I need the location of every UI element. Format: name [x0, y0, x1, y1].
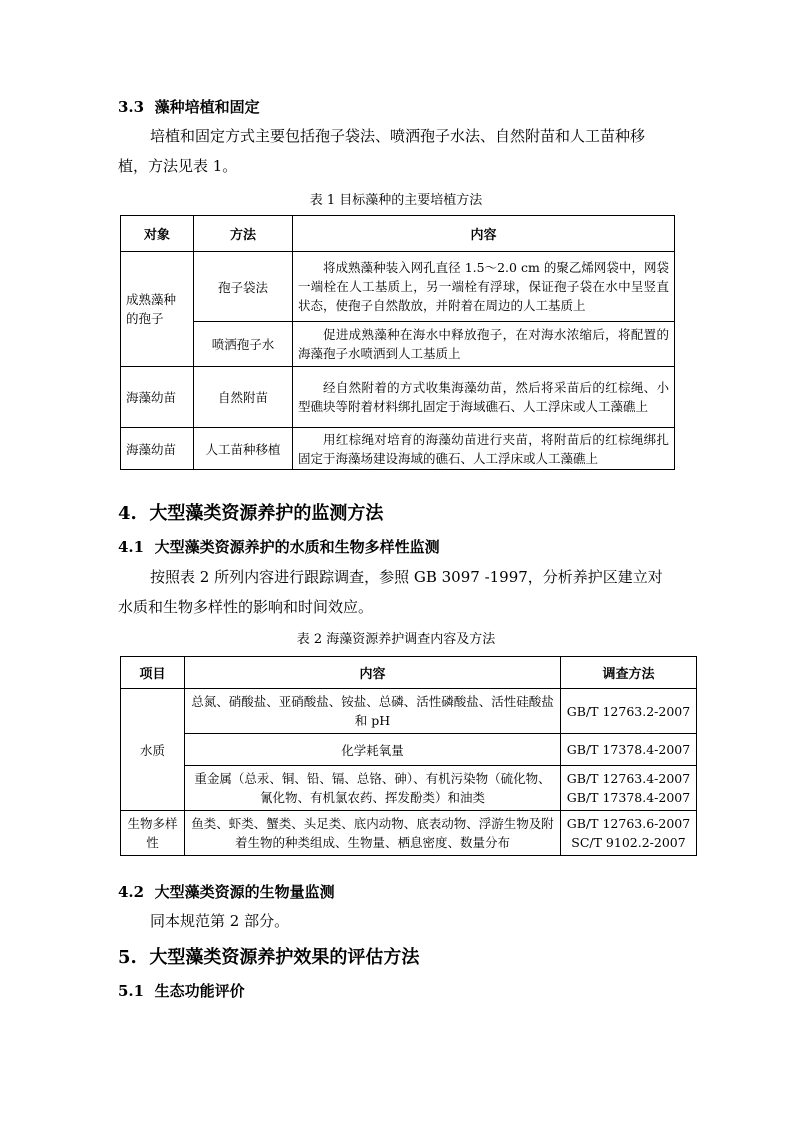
section-number: 4.2	[118, 883, 145, 901]
table-row	[121, 367, 675, 428]
header-item: 项目	[121, 657, 185, 689]
section-5-1-heading	[118, 980, 245, 1001]
table-1	[120, 215, 675, 470]
section-number: 3.3	[118, 98, 145, 116]
method-cell: 人工苗种移植	[194, 428, 293, 470]
table-row	[121, 252, 675, 322]
content-cell: 用红棕绳对培育的海藻幼苗进行夹苗，将附苗后的红棕绳绑扎固定于海藻场建设海域的礁石、人工浮床或人工藻礁上	[293, 428, 675, 470]
paragraph-line: 同本规范第 2 部分。	[150, 912, 290, 930]
object-cell: 成熟藻种的孢子	[121, 252, 194, 367]
section-number: 5.1	[118, 982, 145, 1000]
section-title: 大型藻类资源养护的水质和生物多样性监测	[154, 538, 440, 556]
section-number: 4.	[118, 503, 137, 524]
section-title: 大型藻类资源的生物量监测	[154, 883, 335, 901]
group-cell: 生物多样性	[121, 811, 185, 856]
object-cell: 海藻幼苗	[121, 367, 194, 428]
paragraph-line: 植，方法见表 1。	[118, 157, 238, 175]
method-cell	[561, 689, 697, 734]
section-title: 藻种培植和固定	[154, 98, 260, 116]
object-cell: 海藻幼苗	[121, 428, 194, 470]
method-cell: 孢子袋法	[194, 252, 293, 322]
method-cell	[561, 766, 697, 811]
header-object: 对象	[121, 216, 194, 252]
section-number: 4.1	[118, 538, 145, 556]
content-cell: 经自然附着的方式收集海藻幼苗，然后将采苗后的红棕绳、小型礁块等附着材料绑扎固定于海域礁石、人工浮床或人工藻礁上	[293, 367, 675, 428]
paragraph-line: 按照表 2 所列内容进行跟踪调查，参照 GB 3097 -1997，分析养护区建立对	[150, 568, 663, 586]
section-4-heading	[118, 499, 383, 525]
content-cell: 促进成熟藻种在海水中释放孢子，在对海水浓缩后，将配置的海藻孢子水喷洒到人工基质上	[293, 322, 675, 367]
section-4-1-heading	[118, 536, 440, 557]
group-cell: 水质	[121, 689, 185, 811]
section-number: 5.	[118, 947, 137, 968]
table-header-row	[121, 657, 697, 689]
table-row	[121, 428, 675, 470]
standard-code: GB/T 17378.4-2007	[566, 742, 691, 757]
table-row	[121, 734, 697, 766]
table-2	[120, 656, 697, 856]
table-header-row	[121, 216, 675, 252]
standard-code: SC/T 9102.2-2007	[571, 835, 686, 850]
header-method: 方法	[194, 216, 293, 252]
table-row	[121, 811, 697, 856]
header-content: 内容	[185, 657, 561, 689]
section-title: 生态功能评价	[154, 982, 245, 1000]
table-1-caption: 表 1 目标藻种的主要培植方法	[309, 193, 483, 208]
table-row	[121, 322, 675, 367]
content-cell: 鱼类、虾类、蟹类、头足类、底内动物、底表动物、浮游生物及附着生物的种类组成、生物量、栖息密度、数量分布	[185, 811, 561, 856]
method-cell: 自然附苗	[194, 367, 293, 428]
section-3-3-heading	[118, 96, 260, 117]
header-content: 内容	[293, 216, 675, 252]
header-survey-method: 调查方法	[561, 657, 697, 689]
method-cell	[561, 734, 697, 766]
table-2-caption: 表 2 海藻资源养护调查内容及方法	[296, 632, 496, 647]
content-cell: 总氮、硝酸盐、亚硝酸盐、铵盐、总磷、活性磷酸盐、活性硅酸盐和 pH	[185, 689, 561, 734]
method-cell: 喷洒孢子水	[194, 322, 293, 367]
content-cell: 化学耗氧量	[185, 734, 561, 766]
paragraph-line: 水质和生物多样性的影响和时间效应。	[118, 598, 374, 616]
section-5-heading	[118, 943, 419, 969]
table-row	[121, 766, 697, 811]
method-cell	[561, 811, 697, 856]
paragraph-line: 培植和固定方式主要包括孢子袋法、喷洒孢子水法、自然附苗和人工苗种移	[150, 127, 646, 145]
standard-code: GB/T 12763.2-2007	[566, 703, 691, 719]
table-row	[121, 689, 697, 734]
content-cell: 重金属（总汞、铜、铅、镉、总铬、砷）、有机污染物（硫化物、氰化物、有机氯农药、挥发酚类）和油类	[185, 766, 561, 811]
section-4-2-heading	[118, 881, 335, 902]
standard-code: GB/T 12763.6-2007	[566, 816, 691, 831]
section-title: 大型藻类资源养护效果的评估方法	[149, 947, 420, 968]
content-cell: 将成熟藻种装入网孔直径 1.5～2.0 cm 的聚乙烯网袋中，网袋一端栓在人工基质上，另一端栓有浮球，保证孢子袋在水中呈竖直状态，使孢子自然散放，并附着在周边的人工基质上	[293, 252, 675, 322]
section-title: 大型藻类资源养护的监测方法	[149, 503, 384, 524]
standard-code: GB/T 12763.4-2007	[566, 771, 691, 786]
standard-code: GB/T 17378.4-2007	[566, 790, 691, 805]
